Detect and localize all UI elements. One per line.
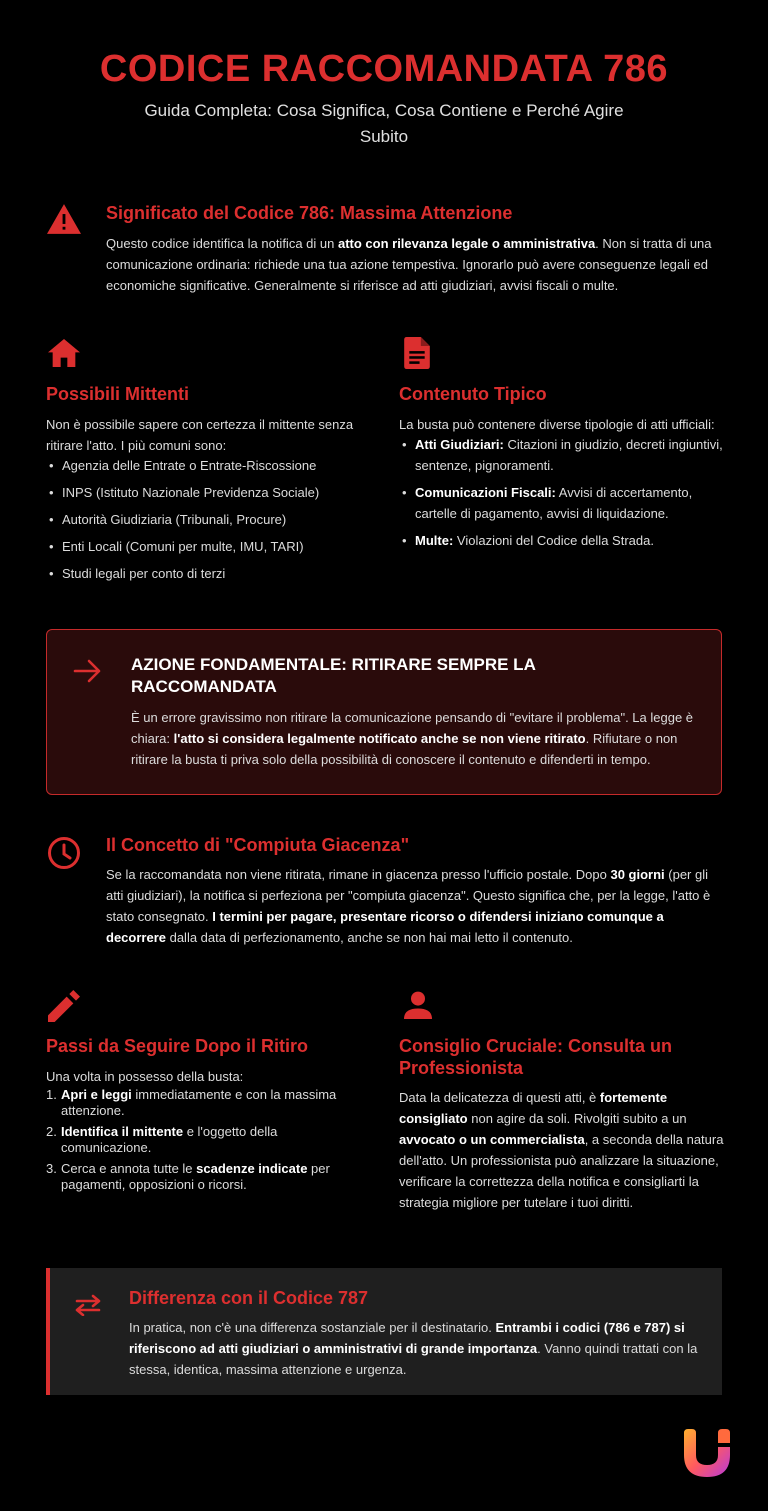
list-item: Identifica il mittente e l'oggetto della comunicazione. <box>61 1124 278 1155</box>
differenza-heading: Differenza con il Codice 787 <box>129 1288 369 1308</box>
document-icon <box>404 337 430 369</box>
page-subtitle: Guida Completa: Cosa Significa, Cosa Contiene e Perché Agire Subito <box>144 101 624 146</box>
passi-list <box>46 1087 366 1198</box>
pencil-icon <box>48 990 80 1022</box>
list-item: • Comunicazioni Fiscali: Avvisi di accertamento, cartelle di pagamento, avvisi di liquidazione. <box>399 482 729 524</box>
significato-text: Questo codice identifica la notifica di un atto con rilevanza legale o amministrativa. Non si tratta di una comunicazione ordinaria: richiede una tua azione tempestiva. Ignorarlo può avere conseguenze legali ed economiche significative. Generalmente si riferisce ad atti giudiziari, avvisi fiscali o multe. <box>106 236 712 293</box>
list-item: • Atti Giudiziari: Citazioni in giudizio, decreti ingiuntivi, sentenze, pignoramenti. <box>399 434 729 476</box>
brand-logo <box>680 1425 734 1486</box>
mittenti-heading: Possibili Mittenti <box>46 384 190 404</box>
passi-heading: Passi da Seguire Dopo il Ritiro <box>46 1036 309 1056</box>
arrow-right-icon <box>73 658 103 684</box>
contenuto-intro: La busta può contenere diverse tipologie di atti ufficiali: <box>399 417 715 432</box>
list-item: • INPS (Istituto Nazionale Previdenza Sociale) <box>46 482 366 503</box>
list-item: • Autorità Giudiziaria (Tribunali, Procure) <box>46 509 366 530</box>
contenuto-list <box>399 434 729 557</box>
contenuto-heading: Contenuto Tipico <box>399 384 547 404</box>
list-item: • Studi legali per conto di terzi <box>46 563 366 584</box>
consiglio-text: Data la delicatezza di questi atti, è fortemente consigliato non agire da soli. Rivolgiti subito a un avvocato o un commercialista, a seconda della natura dell'atto. Un professionista può analizzare la situazione, verificare la correttezza della notifica e consigliarti la strategia migliore per tutelare i tuoi diritti. <box>399 1090 724 1210</box>
differenza-text: In pratica, non c'è una differenza sostanziale per il destinatario. Entrambi i codici (786 e 787) si riferiscono ad atti giudiziari o amministrativi di grande importanza. Vanno quindi trattati con la stessa, identica, massima attenzione e urgenza. <box>129 1320 698 1377</box>
page-title: CODICE RACCOMANDATA 786 <box>99 48 669 90</box>
mittenti-list <box>46 455 366 590</box>
giacenza-text: Se la raccomandata non viene ritirata, rimane in giacenza presso l'ufficio postale. Dopo 30 giorni (per gli atti giudiziari), la notifica si perfeziona per "compiuta giacenza". Questo significa che, per la legge, l'atto è stato consegnato. I termini per pagare, presentare ricorso o difendersi iniziano comunque a decorrere dalla data di perfezionamento, anche se non hai mai letto il contenuto. <box>106 867 711 945</box>
list-item: Apri e leggi immediatamente e con la massima attenzione. <box>61 1087 337 1118</box>
azione-text: È un errore gravissimo non ritirare la comunicazione pensando di "evitare il problema". La legge è chiara: l'atto si considera legalmente notificato anche se non viene ritirato. Rifiutare o non ritirare la busta ti priva solo della possibilità di conoscere il contenuto e difenderti in tempo. <box>131 710 694 767</box>
list-item: • Agenzia delle Entrate o Entrate-Riscossione <box>46 455 366 476</box>
list-item: • Multe: Violazioni del Codice della Strada. <box>399 530 729 551</box>
list-item: • Enti Locali (Comuni per multe, IMU, TARI) <box>46 536 366 557</box>
consiglio-heading: Consiglio Cruciale: Consulta un Professionista <box>399 1036 673 1078</box>
swap-arrows-icon <box>73 1294 103 1316</box>
warning-icon <box>47 204 81 234</box>
passi-intro: Una volta in possesso della busta: <box>46 1069 244 1084</box>
significato-heading: Significato del Codice 786: Massima Attenzione <box>106 203 513 223</box>
clock-icon <box>47 836 81 870</box>
home-icon <box>48 339 80 367</box>
mittenti-intro: Non è possibile sapere con certezza il mittente senza ritirare l'atto. I più comuni sono: <box>46 417 354 453</box>
azione-heading: AZIONE FONDAMENTALE: RITIRARE SEMPRE LA RACCOMANDATA <box>131 655 536 696</box>
giacenza-heading: Il Concetto di "Compiuta Giacenza" <box>106 835 410 855</box>
person-icon <box>404 991 432 1019</box>
list-item: Cerca e annota tutte le scadenze indicate per pagamenti, opposizioni o ricorsi. <box>61 1161 330 1192</box>
